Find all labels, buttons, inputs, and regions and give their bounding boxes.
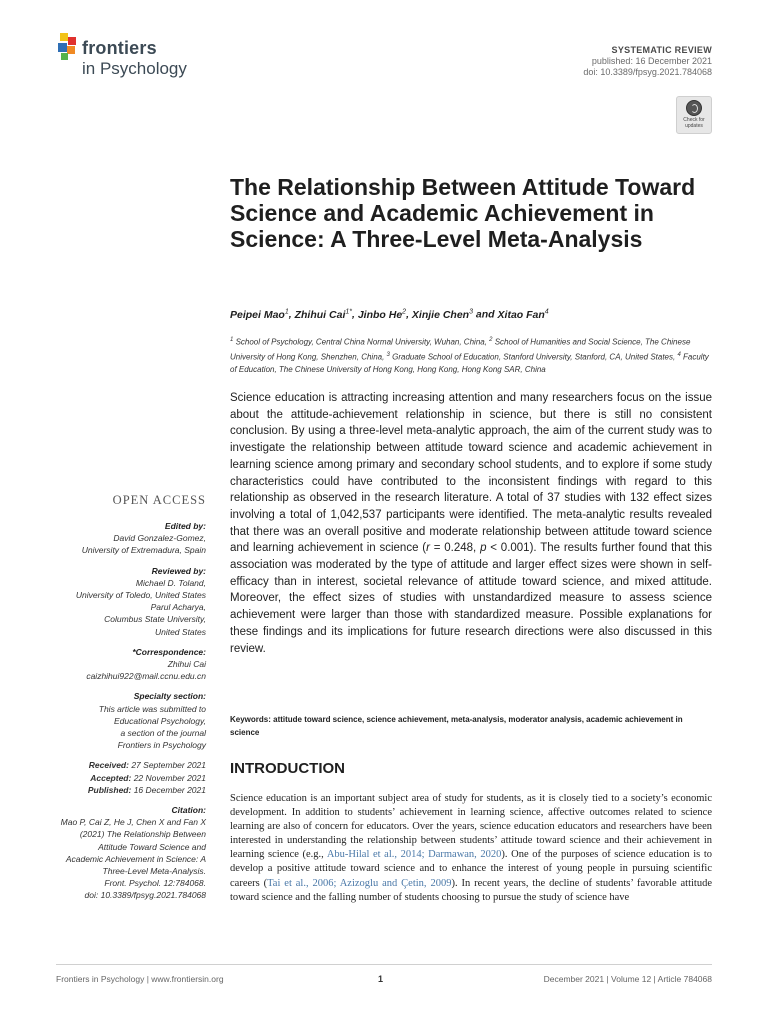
published-date-sidebar: Published: 16 December 2021: [87, 784, 206, 795]
abstract: Science education is attracting increasing attention and many researchers focus on the issue about the attitude-achievement relationship in science, but there is still no consistent conclusion. By using a three-level meta-analytic approach, the aim of the current study was to investigate the relationship between attitude toward science and academic achievement in learning science among primary and secondary school students, and to explore if some study characteristics could have contributed to the inconsistent findings with regard to this relationship as observed in the research literature. A total of 37 studies with 132 effect sizes involving a total of 1,042,537 participants were identified. The meta-analytic results revealed that there was an overall positive and moderate relationship between attitude toward science and learning achievement in science (r = 0.248, p < 0.001). The results further found that this association was moderated by the type of attitude and larger effect sizes were shown in self-efficacy than in interest, societal relevance of attitude toward science, and mixed attitude. Moreover, the effect sizes of studies with unstandardized measure to assess science achievement were larger than those with standardized measure. Possible explanations for these findings and its implications for future research directions were also discussed in this review.: [230, 392, 712, 655]
author[interactable]: Xitao Fan$^4$: [497, 308, 549, 321]
page-number: 1: [378, 974, 384, 984]
journal-logo-name: frontiers: [82, 38, 157, 58]
received-date: Received: 27 September 2021: [88, 760, 206, 771]
open-access-label: OPEN ACCESS: [112, 493, 206, 507]
correspondence-email[interactable]: caizhihui922@mail.ccnu.edu.cn: [86, 671, 206, 682]
citation-doi[interactable]: doi: 10.3389/fpsyg.2021.784068: [84, 890, 206, 901]
article-type: SYSTEMATIC REVIEW: [611, 45, 712, 55]
citation-label: Citation:: [171, 805, 206, 816]
check-updates-icon: [686, 100, 702, 116]
article-title: The Relationship Between Attitude Toward Science and Academic Achievement in Science: A Three-Level Meta-Analysis: [230, 174, 696, 252]
author[interactable]: Xinjie Chen$^3$: [411, 308, 474, 321]
author[interactable]: Zhihui Cai$^{1*}$: [294, 308, 352, 321]
accepted-date: Accepted: 22 November 2021: [90, 772, 206, 783]
check-for-updates-button[interactable]: [676, 96, 712, 134]
journal-logo-subtitle: in Psychology: [82, 59, 187, 78]
citation-link[interactable]: Abu-Hilal et al., 2014; Darmawan, 2020: [326, 849, 502, 861]
article-doi[interactable]: doi: 10.3389/fpsyg.2021.784068: [583, 67, 712, 77]
footer-issue-info: December 2021 | Volume 12 | Article 784068: [543, 974, 712, 984]
published-date: published: 16 December 2021: [591, 56, 712, 66]
keywords: Keywords: attitude toward science, science achievement, meta-analysis, moderator analysis, academic achievement in science: [230, 715, 683, 737]
article-info-sidebar: Edited by: David Gonzalez-Gomez, University of Extremadura, Spain Reviewed by: Michael D. Toland, University of Toledo, United States Parul Acharya, Columbus State University, United States *Correspondence: Zhihui Cai caizhihui922@mail.ccnu.edu.cn Specialty section: This article was submitted to Educational Psychology, a section of the journal Frontiers in Psychology Received: 27 September 2021 Accepted: 22 November 2021 Published: 16 December 2021 Citation: Mao P, Cai Z, He J, Chen X and Fan X (2021) The Relationship Between Attitude Toward Science and Academic Achievement in Science: A Three-Level Meta-Analysis. Front. Psychol. 12:784068. doi: 10.3389/fpsyg.2021.784068: [36, 520, 206, 902]
introduction-body: Science education is an important subject area of study for students, as it is closely tied to a society’s economic development. In addition to students’ achievement in learning science, affective outcomes related to science learning are also of concern for educators. Over the years, science education educators and researchers have been interested in understanding the relationship between students’ attitude toward science and their achievement in learning science (e.g., Abu-Hilal et al., 2014; Darmawan, 2020). One of the purposes of science education is to develop a positive attitude toward science and to enhance the interest of young people in pursuing scientific careers (Tai et al., 2006; Azizoglu and Çetin, 2009). In recent years, the decline of students’ favorable attitude toward science and the falling number of students choosing to pursue the study of science have: [230, 793, 712, 903]
footer-divider: [56, 964, 712, 965]
author[interactable]: Jinbo He$^2$: [357, 308, 407, 321]
author-list: Peipei Mao$^1$, Zhihui Cai$^{1*}$, Jinbo He$^2$, Xinjie Chen$^3$ and Xitao Fan$^4$: [230, 308, 549, 321]
edited-by-label: Edited by:: [164, 521, 206, 531]
section-heading-introduction: INTRODUCTION: [230, 760, 345, 777]
author[interactable]: Peipei Mao$^1$: [230, 308, 289, 321]
correspondence-label: *Correspondence:: [132, 646, 206, 657]
citation-link[interactable]: Tai et al., 2006; Azizoglu and Çetin, 2009: [267, 877, 452, 889]
check-updates-label: Check for updates: [683, 117, 705, 129]
reviewed-by-label: Reviewed by:: [151, 565, 206, 576]
footer-journal[interactable]: Frontiers in Psychology | www.frontiersin.org: [56, 974, 224, 984]
specialty-section-label: Specialty section:: [133, 691, 206, 702]
article-meta: [583, 45, 712, 78]
frontiers-logo-icon: [56, 33, 80, 61]
affiliations: $^1$ School of Psychology, Central China Normal University, Wuhan, China, $^2$ School of Humanities and Social Science, The Chinese University of Hong Kong, Shenzhen, China, $^3$ Graduate School of Education, Stanford University, Stanford, CA, United States, $^4$ Faculty of Education, The Chinese University of Hong Kong, Hong Kong, Hong Kong SAR, China: [230, 337, 709, 375]
